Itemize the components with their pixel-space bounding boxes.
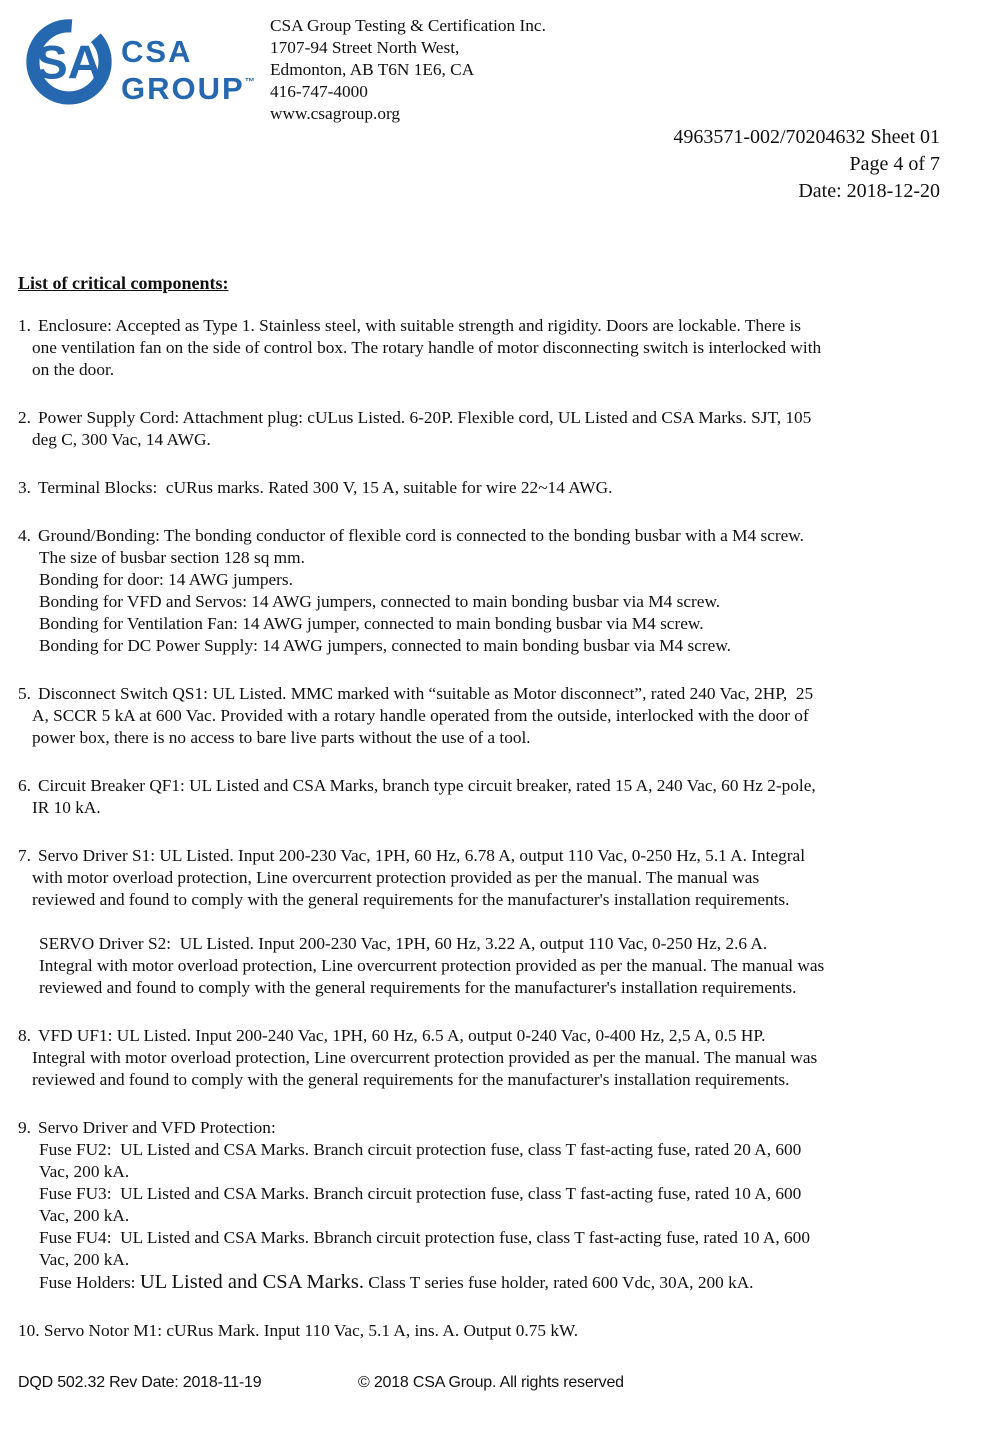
item-line [18, 727, 978, 749]
item-text: Fuse FU4: UL Listed and CSA Marks. Bbranch circuit protection fuse, class T fast-acting fuse, rated 10 A, 600 [39, 1228, 810, 1247]
item-text: Bonding for Ventilation Fan: 14 AWG jumper, connected to main bonding busbar via M4 screw. [39, 614, 704, 633]
item-number: 6. [18, 776, 36, 795]
item-line [18, 407, 978, 429]
list-item [18, 1117, 978, 1294]
item-line [18, 955, 978, 977]
csa-group-logo [25, 14, 255, 108]
item-text: Ground/Bonding: The bonding conductor of flexible cord is connected to the bonding busbar with a M4 screw. [38, 526, 804, 545]
item-line [18, 359, 978, 381]
item-text: power box, there is no access to bare live parts without the use of a tool. [32, 728, 531, 747]
item-number: 4. [18, 526, 36, 545]
csa-emblem-icon [25, 14, 113, 108]
page-title: List of critical components: [18, 273, 229, 293]
item-line [18, 525, 978, 547]
wordmark-line-1: CSA [121, 34, 193, 69]
item-text: Vac, 200 kA. [39, 1206, 130, 1225]
item-line [18, 1069, 978, 1091]
item-line [18, 775, 978, 797]
item-text: Servo Driver and VFD Protection: [38, 1118, 276, 1137]
list-item [18, 407, 978, 451]
item-text: Vac, 200 kA. [39, 1250, 130, 1269]
item-line [18, 477, 978, 499]
item-text: reviewed and found to comply with the general requirements for the manufacturer's installation requirements. [32, 1070, 790, 1089]
item-number: 8. [18, 1026, 36, 1045]
main-content [18, 273, 978, 1368]
item-text: reviewed and found to comply with the general requirements for the manufacturer's installation requirements. [39, 978, 797, 997]
item-text: Integral with motor overload protection, Line overcurrent protection provided as per the manual. The manual was [39, 956, 825, 975]
item-line [18, 1183, 978, 1205]
item-text: one ventilation fan on the side of control box. The rotary handle of motor disconnecting switch is interlocked with [32, 338, 822, 357]
address-line: 416-747-4000 [270, 82, 368, 101]
item-text: Class T series fuse holder, rated 600 Vdc, 30A, 200 kA. [363, 1273, 754, 1292]
critical-components-list [18, 315, 978, 1342]
item-number: 5. [18, 684, 36, 703]
item-text: Fuse FU3: UL Listed and CSA Marks. Branch circuit protection fuse, class T fast-acting fuse, rated 10 A, 600 [39, 1184, 802, 1203]
item-line [18, 683, 978, 705]
trademark-symbol: ™ [244, 77, 255, 88]
item-number: 2. [18, 408, 36, 427]
company-address-block [270, 15, 546, 125]
address-line: www.csagroup.org [270, 104, 401, 123]
footer-revision: DQD 502.32 Rev Date: 2018-11-19 [18, 1374, 262, 1391]
item-line [18, 889, 978, 911]
item-text: SERVO Driver S2: UL Listed. Input 200-230 Vac, 1PH, 60 Hz, 3.22 A, output 110 Vac, 0-250 Hz, 2.6 A. [39, 934, 768, 953]
item-text: Disconnect Switch QS1: UL Listed. MMC marked with “suitable as Motor disconnect”, rated 240 Vac, 2HP, 25 [38, 684, 814, 703]
item-line [18, 337, 978, 359]
item-text: Servo Notor M1: cURus Mark. Input 110 Vac, 5.1 A, ins. A. Output 0.75 kW. [43, 1321, 579, 1340]
document-date: Date: 2018-12-20 [798, 180, 940, 202]
item-text: IR 10 kA. [32, 798, 101, 817]
document-reference-block [673, 124, 940, 205]
list-item [18, 477, 978, 499]
item-number: 7. [18, 846, 36, 865]
list-item [18, 1320, 978, 1342]
item-text: with motor overload protection, Line overcurrent protection provided as per the manual. The manual was [32, 868, 760, 887]
item-line [18, 429, 978, 451]
item-line [18, 315, 978, 337]
item-text: Power Supply Cord: Attachment plug: cULus Listed. 6-20P. Flexible cord, UL Listed and CSA Marks. SJT, 105 [38, 408, 812, 427]
list-item [18, 1025, 978, 1091]
item-line [18, 569, 978, 591]
item-text: reviewed and found to comply with the general requirements for the manufacturer's installation requirements. [32, 890, 790, 909]
address-line: CSA Group Testing & Certification Inc. [270, 16, 546, 35]
list-item [18, 525, 978, 657]
item-text: The size of busbar section 128 sq mm. [39, 548, 305, 567]
sheet-reference: 4963571-002/70204632 Sheet 01 [673, 126, 940, 148]
item-line [18, 705, 978, 727]
item-line [18, 845, 978, 867]
item-text: Enclosure: Accepted as Type 1. Stainless steel, with suitable strength and rigidity. Doors are lockable. There is [38, 316, 801, 335]
item-text: Circuit Breaker QF1: UL Listed and CSA Marks, branch type circuit breaker, rated 15 A, 240 Vac, 60 Hz 2-pole, [38, 776, 816, 795]
item-line [18, 867, 978, 889]
item-line [18, 933, 978, 955]
item-number: 9. [18, 1118, 36, 1137]
page-number: Page 4 of 7 [849, 153, 940, 175]
item-line [18, 1227, 978, 1249]
address-line: Edmonton, AB T6N 1E6, CA [270, 60, 475, 79]
item-line [18, 797, 978, 819]
item-text: Bonding for VFD and Servos: 14 AWG jumpers, connected to main bonding busbar via M4 screw. [39, 592, 721, 611]
item-text: Fuse FU2: UL Listed and CSA Marks. Branch circuit protection fuse, class T fast-acting fuse, rated 20 A, 600 [39, 1140, 802, 1159]
item-text: Integral with motor overload protection, Line overcurrent protection provided as per the manual. The manual was [32, 1048, 818, 1067]
item-line [18, 1205, 978, 1227]
list-item [18, 683, 978, 749]
item-text: Bonding for door: 14 AWG jumpers. [39, 570, 293, 589]
list-item [18, 845, 978, 999]
item-line [18, 1271, 978, 1294]
item-line [18, 1139, 978, 1161]
item-line [18, 613, 978, 635]
item-line [18, 1249, 978, 1271]
item-text: deg C, 300 Vac, 14 AWG. [32, 430, 211, 449]
item-text: UL Listed and CSA Marks. [139, 1271, 364, 1293]
item-line [18, 1320, 978, 1342]
item-number: 3. [18, 478, 36, 497]
item-line [18, 977, 978, 999]
footer-copyright: © 2018 CSA Group. All rights reserved [358, 1374, 624, 1391]
item-text: Bonding for DC Power Supply: 14 AWG jumpers, connected to main bonding busbar via M4 screw. [39, 636, 732, 655]
csa-emblem-monogram: SA [35, 36, 103, 90]
address-line: 1707-94 Street North West, [270, 38, 460, 57]
list-item [18, 315, 978, 381]
list-item [18, 775, 978, 819]
item-number: 10. [18, 1321, 44, 1340]
item-text: VFD UF1: UL Listed. Input 200-240 Vac, 1PH, 60 Hz, 6.5 A, output 0-240 Vac, 0-400 Hz, 2,5 A, 0.5 HP. [38, 1026, 766, 1045]
item-line [18, 635, 978, 657]
item-line [18, 1047, 978, 1069]
item-line [18, 1161, 978, 1183]
item-line [18, 1117, 978, 1139]
item-line [18, 591, 978, 613]
item-line [18, 1025, 978, 1047]
csa-wordmark [121, 36, 255, 104]
item-text: on the door. [32, 360, 115, 379]
item-text: Vac, 200 kA. [39, 1162, 130, 1181]
item-text: Fuse Holders: [39, 1273, 140, 1292]
item-text: Terminal Blocks: cURus marks. Rated 300 V, 15 A, suitable for wire 22~14 AWG. [38, 478, 613, 497]
item-line [18, 547, 978, 569]
item-text: Servo Driver S1: UL Listed. Input 200-230 Vac, 1PH, 60 Hz, 6.78 A, output 110 Vac, 0-250 Hz, 5.1 A. Integral [38, 846, 805, 865]
item-text: A, SCCR 5 kA at 600 Vac. Provided with a rotary handle operated from the outside, interlocked with the door of [32, 706, 809, 725]
item-number: 1. [18, 316, 36, 335]
wordmark-line-2: GROUP™ [121, 71, 255, 106]
